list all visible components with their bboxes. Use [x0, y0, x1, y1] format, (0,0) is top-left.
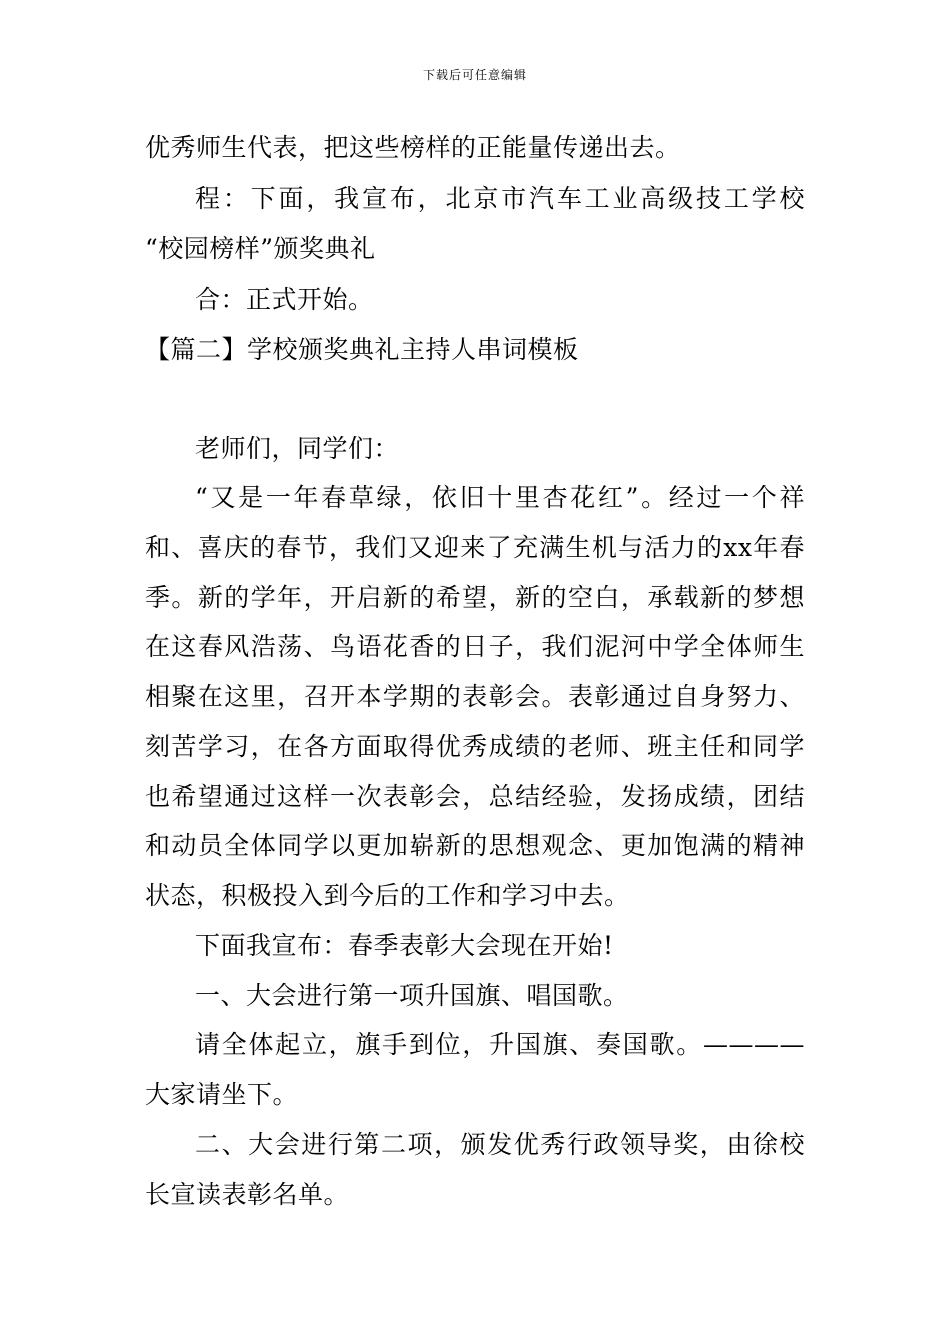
paragraph-line: 二、大会进行第二项，颁发优秀行政领导奖，由徐校 — [195, 1130, 805, 1159]
paragraph-line: 合：正式开始。 — [195, 285, 374, 314]
page-header: 下载后可任意编辑 — [422, 68, 527, 82]
paragraph-line: “校园榜样”颁奖典礼 — [145, 234, 376, 263]
paragraph-line: 和动员全体同学以更加崭新的思想观念、更加饱满的精神 — [145, 831, 805, 860]
paragraph-line: 在这春风浩荡、鸟语花香的日子，我们泥河中学全体师生 — [145, 632, 805, 661]
section-heading: 【篇二】学校颁奖典礼主持人串词模板 — [145, 335, 579, 364]
paragraph-line: 老师们，同学们： — [195, 434, 400, 463]
paragraph-line: 下面我宣布：春季表彰大会现在开始! — [195, 931, 614, 960]
paragraph-line: 相聚在这里，召开本学期的表彰会。表彰通过自身努力、 — [145, 682, 805, 711]
paragraph-line: 请全体起立，旗手到位，升国旗、奏国歌。———— — [195, 1030, 805, 1059]
paragraph-line: 也希望通过这样一次表彰会，总结经验，发扬成绩，团结 — [145, 782, 805, 811]
paragraph-line: 长宣读表彰名单。 — [145, 1180, 350, 1209]
paragraph-line: 刻苦学习，在各方面取得优秀成绩的老师、班主任和同学 — [145, 732, 805, 761]
paragraph-line: 状态，积极投入到今后的工作和学习中去。 — [145, 881, 630, 910]
paragraph-line: 大家请坐下。 — [145, 1080, 299, 1109]
paragraph-line: “又是一年春草绿，依旧十里杏花红”。经过一个祥 — [195, 483, 805, 512]
paragraph-line: 和、喜庆的春节，我们又迎来了充满生机与活力的xx年春 — [145, 533, 805, 562]
paragraph-line: 季。新的学年，开启新的希望，新的空白，承载新的梦想 — [145, 583, 805, 612]
paragraph-line: 程：下面，我宣布，北京市汽车工业高级技工学校 — [195, 184, 805, 213]
paragraph-line: 一、大会进行第一项升国旗、唱国歌。 — [195, 981, 629, 1010]
paragraph-line: 优秀师生代表，把这些榜样的正能量传递出去。 — [145, 133, 681, 162]
